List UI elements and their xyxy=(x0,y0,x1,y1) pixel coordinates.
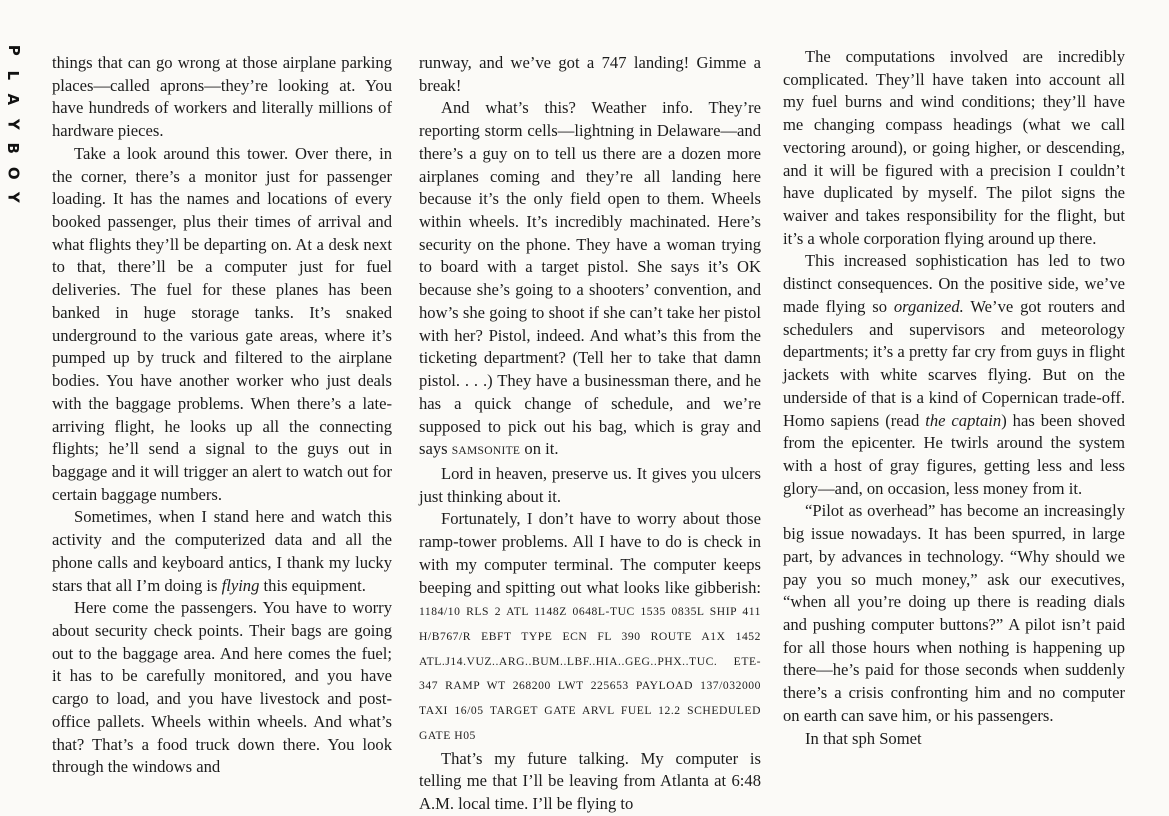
paragraph xyxy=(783,250,1125,500)
masthead-letter: O xyxy=(4,166,23,180)
paragraph xyxy=(52,506,392,597)
emphasis: the captain xyxy=(925,410,1002,430)
small-caps-brand: SAMSONITE xyxy=(451,445,521,458)
paragraph: Lord in heaven, preserve us. It gives you ulcers just thinking about it. xyxy=(419,463,761,506)
masthead-letter: L xyxy=(4,69,23,80)
text-column-2 xyxy=(419,52,761,816)
masthead-letter: Y xyxy=(4,118,23,130)
paragraph: things that can go wrong at those airplane parking places—called aprons—they’re looking at. You have hundreds of workers and literally millions of hardware pieces. xyxy=(52,53,392,141)
text-run: This increased sophistication has led to two distinct consequences. On the positive side, we’ve made flying so xyxy=(783,251,1125,316)
text-run: on it. xyxy=(520,439,559,459)
text-run: We’ve got routers and schedulers and supervisors and meteorology departments; it’s a pretty far cry from guys in flight jackets with white scarves flying. But on the underside of that is a kind of Copernican trade-off. Homo sapiens (read xyxy=(783,296,1126,430)
masthead-letter: P xyxy=(4,44,23,56)
paragraph xyxy=(419,508,761,747)
text-run: And what’s this? Weather info. They’re reporting storm cells—lightning in Delaware—and there’s a guy on to tell us there are a dozen more airplanes coming and they’re all landing here because it’s the only field open to them. Wheels within wheels. It’s incredibly machinated. Here’s security on the phone. They have a woman trying to board with a target pistol. She says it’s OK because she’s going to a shooters’ convention, and how’s she going to shoot if she can’t take her pistol with her? Pistol, indeed. And what’s this from the ticketing department? (Tell her to take that damn pistol. . . .) They have a businessman there, and he has a quick change of schedule, and we’re supposed to pick out his bag, which is gray and says xyxy=(419,98,761,459)
paragraph: In that sph Somet xyxy=(805,728,922,748)
text-column-1 xyxy=(52,52,392,779)
paragraph: runway, and we’ve got a 747 landing! Gimme a break! xyxy=(419,53,761,95)
masthead-letter: B xyxy=(4,142,23,154)
text-column-3 xyxy=(783,46,1125,750)
paragraph: “Pilot as overhead” has become an increasingly big issue nowadays. It has been spurred, in large part, by advances in technology. “Why should we pay you so much money,” ask our executives, “when all you’re doing up there is reading dials and pushing computer buttons?” A pilot isn’t paid for all those hours when nothing is happening up there—he’s paid for those seconds when suddenly there’s a crisis confronting him and no computer on earth can save him, or his passengers. xyxy=(783,501,1125,725)
paragraph: That’s my future talking. My computer is telling me that I’ll be leaving from Atlanta at 6:48 A.M. local time. I’ll be flying to xyxy=(419,748,761,813)
text-run: ) has been shoved from the epicenter. He twirls around the system with a host of gray figures, getting less and less glory—and, on occasion, less money from it. xyxy=(783,410,1125,498)
paragraph: Here come the passengers. You have to worry about security check points. Their bags are going out to the baggage area. And here comes the fuel; it has to be carefully monitored, and you have cargo to load, and you have livestock and post-office pallets. Wheels within wheels. And what’s that? That’s a food truck down there. You look through the windows and xyxy=(52,598,392,777)
emphasis: organized. xyxy=(893,296,964,316)
text-run: Fortunately, I don’t have to worry about those ramp-tower problems. All I have to do is check in with my computer terminal. The computer keeps beeping and spitting out what looks like gibberish: xyxy=(419,509,761,597)
masthead-letter: Y xyxy=(4,191,23,203)
paragraph xyxy=(419,97,761,463)
masthead-letter: A xyxy=(4,93,23,106)
emphasis: flying xyxy=(221,575,260,595)
paragraph: Take a look around this tower. Over there, in the corner, there’s a monitor just for passenger loading. It has the names and locations of every booked passenger, plus their times of arrival and what flights they’ll be departing on. At a desk next to that, there’ll be a computer just for fuel deliveries. The fuel for these planes has been banked in huge storage tanks. It’s snaked underground to the various gate areas, where it’s pumped up by truck and filtered to the airplane bodies. You have another worker who just deals with the baggage problems. When there’s a late-arriving flight, he looks up all the connecting flights; he’ll send a signal to the guys out in baggage and it will trigger an alert to watch out for certain baggage numbers. xyxy=(52,143,392,504)
text-run: Sometimes, when I stand here and watch this activity and the computerized data and all the phone calls and keyboard antics, I thank my lucky stars that all I’m doing is xyxy=(52,507,392,595)
paragraph: The computations involved are incredibly complicated. They’ll have taken into account all my fuel burns and wind conditions; they’ll have me changing compass headings (what we call vectoring around), or going higher, or descending, and it will be figured with a precision I couldn’t have duplicated by myself. The pilot signs the waiver and takes responsibility for the flight, but it’s a whole corporation flying around up there. xyxy=(783,47,1125,248)
text-run: this equipment. xyxy=(259,575,366,595)
terminal-printout: 1184/10 RLS 2 ATL 1148Z 0648L-TUC 1535 0835L SHIP 411 H/B767/R EBFT TYPE ECN FL 390 ROUTE A1X 1452 ATL.J14.VUZ..ARG..BUM..LBF..HIA..GEG..PHX..TUC. ETE-347 RAMP WT 268200 LWT 225653 PAYLOAD 137/032000 TAXI 16/05 TARGET GATE ARVL FUEL 12.2 SCHEDULED GATE H05 xyxy=(419,605,761,742)
magazine-masthead xyxy=(2,38,24,210)
